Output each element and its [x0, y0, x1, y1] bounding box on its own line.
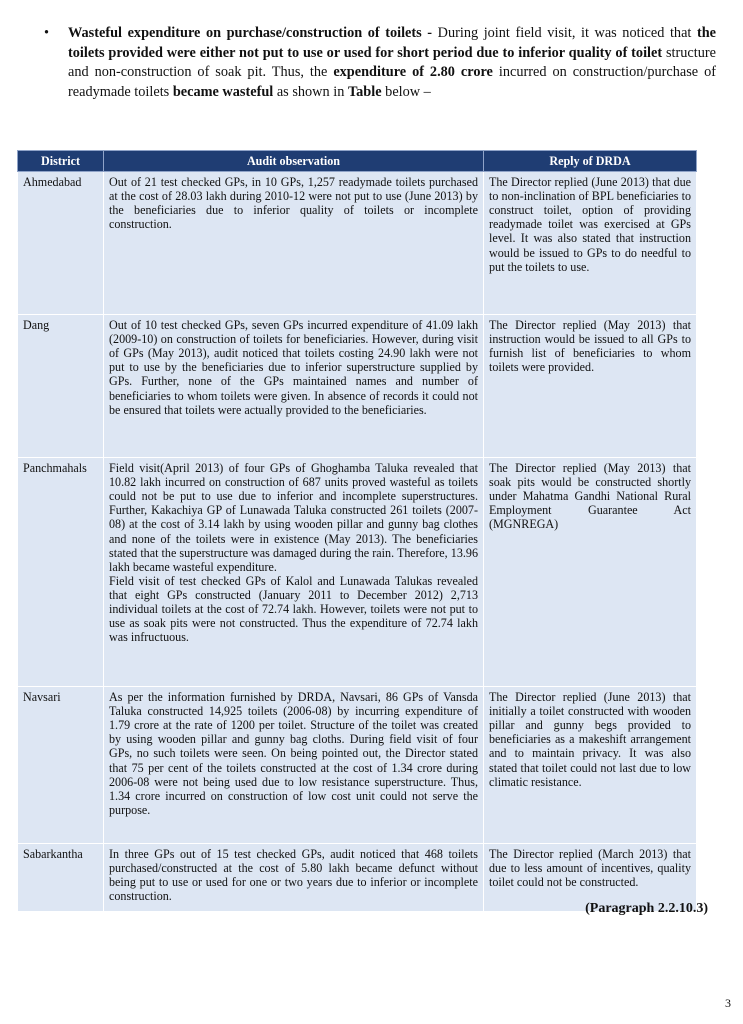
intro-text — [68, 24, 716, 102]
district-cell: Navsari — [18, 687, 104, 844]
audit-table-wrapper — [17, 150, 696, 912]
intro-bold-2: expenditure of 2.80 crore — [333, 64, 493, 80]
reply-cell: The Director replied (June 2013) that initially a toilet constructed with wooden pillar and gunny begs provided to beneficiaries as a makeshift arrangement and to maintain privacy. It was also stated that toilet could not last due to low climatic resistance. — [484, 687, 697, 844]
table-row — [18, 687, 697, 844]
intro-bold-4: Table — [347, 83, 382, 100]
observation-cell — [104, 458, 484, 687]
observation-text: Out of 21 test checked GPs, in 10 GPs, 1,257 readymade toilets purchased at the cost of 28.03 lakh during 2010-12 were not put to use (June 2013) by the beneficiaries due to inferior quality of toilets or incomplete construction. — [109, 175, 478, 232]
paragraph-reference: (Paragraph 2.2.10.3) — [585, 901, 708, 916]
observation-text: In three GPs out of 15 test checked GPs, audit noticed that 468 toilets purchased/constructed at the cost of 5.80 lakh became defunct without being put to use or used for one or two years due to inferior or incomplete construction. — [109, 847, 478, 904]
district-cell: Sabarkantha — [18, 844, 104, 912]
audit-table — [17, 150, 697, 912]
bullet-icon: • — [44, 25, 50, 41]
observation-text: Out of 10 test checked GPs, seven GPs incurred expenditure of 41.09 lakh (2009-10) on construction of toilets for beneficiaries. However, during visit of GPs (May 2013), audit noticed that toilets costing 24.90 lakh were not put to use by the beneficiaries due to inferior superstructure supplied by GPs. Further, none of the GPs maintained names and number of beneficiaries to whom toilets were given. In absence of records it could not be ensured that toilets were actually provided to the beneficiaries. — [109, 318, 478, 417]
table-row — [18, 315, 697, 458]
observation-cell — [104, 172, 484, 315]
observation-cell — [104, 687, 484, 844]
header-audit-observation: Audit observation — [104, 151, 484, 172]
intro-text-2: structure and non-construction of soak pit. Thus, the — [68, 44, 717, 80]
reply-cell: The Director replied (May 2013) that soak pits would be constructed shortly under Mahatma Gandhi National Rural Employment Guarantee Act (MGNREGA) — [484, 458, 697, 687]
intro-text-5: below – — [381, 83, 431, 100]
intro-text-3: incurred on construction/purchase of readymade toilets — [68, 64, 717, 100]
intro-paragraph — [44, 24, 716, 102]
intro-heading: Wasteful expenditure on purchase/construction of toilets - — [68, 25, 433, 41]
intro-text-1: During joint field visit, it was noticed that — [432, 25, 697, 41]
page-number: 3 — [725, 996, 731, 1010]
observation-text: Field visit of test checked GPs of Kalol and Lunawada Talukas revealed that eight GPs constructed (January 2011 to December 2012) 2,713 individual toilets at the cost of 72.74 lakh. However, toilets were not put to use as soak pits were not constructed. Thus the expenditure of 72.74 lakh was infructuous. — [109, 573, 478, 645]
reply-cell: The Director replied (May 2013) that instruction would be issued to all GPs to furnish list of beneficiaries to whom toilets were provided. — [484, 315, 697, 458]
intro-text-4: as shown in — [273, 83, 348, 100]
reply-cell: The Director replied (March 2013) that due to less amount of incentives, quality toilet could not be constructed. — [484, 844, 697, 912]
reply-cell: The Director replied (June 2013) that due to non-inclination of BPL beneficiaries to construct toilet, option of providing readymade toilet was exercised at GPs level. It was also stated that instruction would be issued to GPs to do needful to put the toilets to use. — [484, 172, 697, 315]
observation-text: Field visit(April 2013) of four GPs of Ghoghamba Taluka revealed that 10.82 lakh incurred on construction of 687 units proved wasteful as toilets could not be put to use due to inferior and incomplete superstructures. Further, Kakachiya GP of Lunawada Taluka constructed 261 toilets (2007-08) at the cost of 3.14 lakh by using wooden pillar and gunny bag clothes and none of the toilets were in existence (May 2013). The beneficiaries stated that the superstructure was damaged during the rain. Therefore, 13.96 lakh became wasteful expenditure. — [109, 461, 478, 574]
observation-cell — [104, 844, 484, 912]
observation-text: As per the information furnished by DRDA, Navsari, 86 GPs of Vansda Taluka constructed 14,925 toilets (2006-08) by incurring expenditure of 1.79 crore at the rate of 1200 per toilet. Structure of the toilet was created by using wooden pillar and gunny bag cloths. During field visit of four GPs, no such toilets were seen. On being pointed out, the Director stated that 75 per cent of the toilets constructed at the cost of 1.34 crore during 2006-08 were not being used due to low resistance superstructure. Thus, 1.34 crore incurred on construction of low cost unit could not serve the purpose. — [109, 690, 478, 817]
district-cell: Panchmahals — [18, 458, 104, 687]
table-header-row — [18, 151, 697, 172]
observation-cell — [104, 315, 484, 458]
intro-bold-3: became wasteful — [172, 83, 274, 100]
table-row — [18, 172, 697, 315]
header-district: District — [18, 151, 104, 172]
district-cell: Dang — [18, 315, 104, 458]
district-cell: Ahmedabad — [18, 172, 104, 315]
table-row — [18, 458, 697, 687]
header-reply-of-drda: Reply of DRDA — [484, 151, 697, 172]
intro-bold-1: the toilets provided were either not put to use or used for short period due to inferior quality of toilet — [68, 25, 717, 61]
